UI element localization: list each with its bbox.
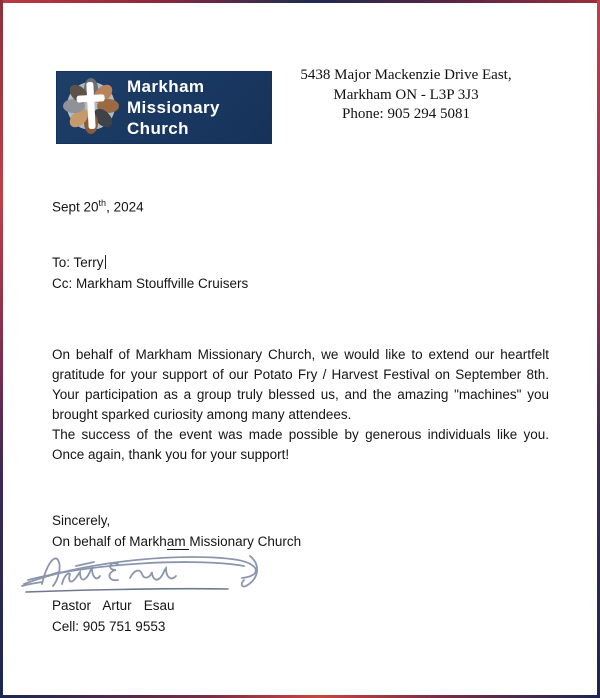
behalf-prefix: On behalf of Markh <box>52 534 167 549</box>
logo-line-2: Missionary <box>127 98 220 117</box>
closing-block <box>52 510 301 552</box>
body-paragraph-2: The success of the event was made possible by generous individuals like you. Once again, thank you for your support! <box>52 427 549 462</box>
body-paragraph-1: On behalf of Markham Missionary Church, we would like to extend our heartfelt gratitude for your support of our Potato Fry / Harvest Festival on September 8th. Your participation as a group truly blessed us, and the amazing "machines" you brought sparked curiosity among many attendees. <box>52 347 549 422</box>
signer-name-line: Pastor Artur Esau <box>52 598 175 613</box>
to-text: To: Terry <box>52 255 104 270</box>
hands-around-cross-icon <box>62 76 120 139</box>
address-line-2: Markham ON - L3P 3J3 <box>333 86 479 103</box>
address-line-1: 5438 Major Mackenzie Drive East, <box>300 67 512 83</box>
church-address-block <box>286 66 526 125</box>
date-ordinal-superscript: th <box>98 198 107 208</box>
signer-cell-line: Cell: 905 751 9553 <box>52 619 166 634</box>
behalf-suffix: Missionary Church <box>189 534 302 549</box>
behalf-underlined-segment: am <box>166 534 190 549</box>
letter-body <box>52 345 549 465</box>
frame-border-left <box>0 0 3 698</box>
logo-line-3: Church <box>127 119 189 138</box>
to-line <box>52 252 248 273</box>
recipients-block <box>52 252 248 294</box>
text-cursor <box>105 255 106 269</box>
logo-line-1: Markham <box>127 77 205 96</box>
frame-border-top <box>0 0 600 3</box>
address-line-3: Phone: 905 294 5081 <box>342 106 470 122</box>
date-suffix: , 2024 <box>106 199 144 215</box>
letter-date <box>52 198 144 215</box>
church-logo-text <box>127 76 220 139</box>
sincerely-line: Sincerely, <box>52 513 111 528</box>
on-behalf-line <box>52 531 301 552</box>
cc-line: Cc: Markham Stouffville Cruisers <box>52 276 249 291</box>
church-logo <box>57 72 271 143</box>
date-prefix: Sept 20 <box>52 199 99 215</box>
